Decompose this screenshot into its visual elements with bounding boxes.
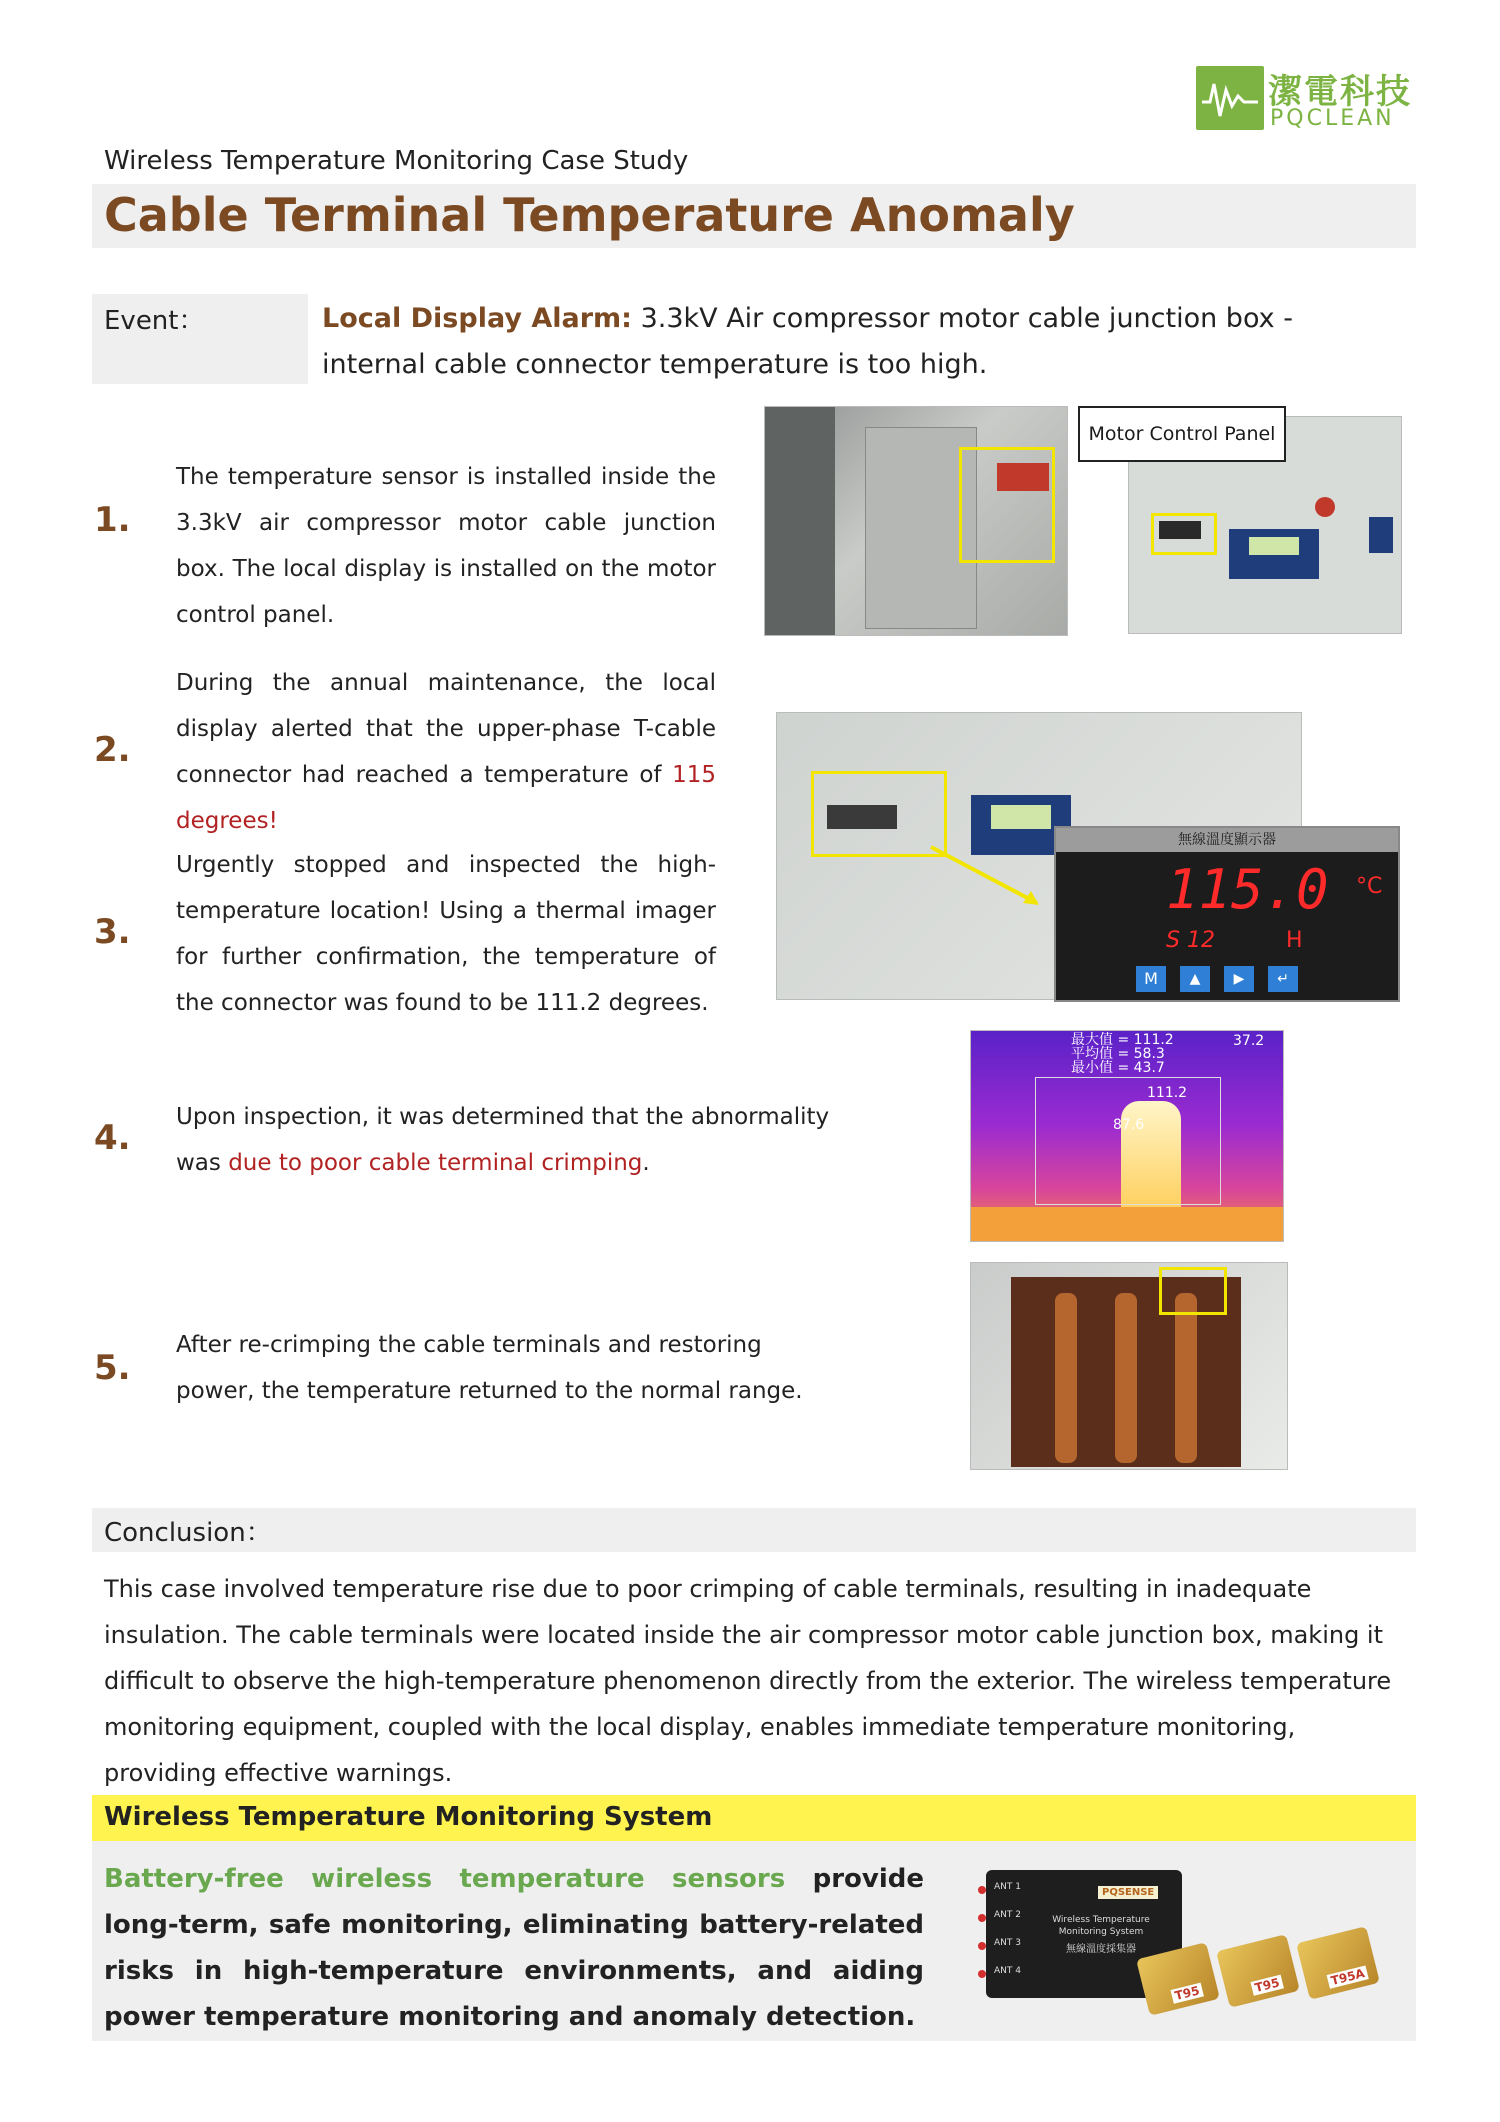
conclusion-bar [92,1508,1416,1552]
step-4-body: Upon inspection, it was determined that the abnormality was [176,1104,830,1176]
step-2-text [176,660,716,844]
thermal-roi-box [1035,1077,1221,1205]
thermal-avg: 平均值 = 58.3 [1071,1046,1165,1062]
display-sub-2: H [1286,928,1303,953]
conclusion-label: Conclusion： [104,1518,272,1548]
display-unit: °C [1356,874,1383,899]
thermal-spot-2: 87.6 [1113,1117,1145,1133]
junction-box-photo [764,406,1068,636]
display-button-enter: ↵ [1268,966,1298,992]
system-body: provide long-term, safe monitoring, eliminating battery-related risks in high-temperature environments, and aiding power temperature monitoring and anomaly detection. [104,1864,925,2032]
display-button-m: M [1136,966,1166,992]
logo-english-name: PQCLEAN [1270,106,1395,131]
antenna-label-4: ANT 4 [994,1966,1021,1976]
panel-side-label [1369,517,1393,553]
device-name: Wireless Temperature Monitoring System [1052,1915,1150,1937]
step-3-text: Urgently stopped and inspected the high-temperature location! Using a thermal imager for further confirmation, the temperature of the connector was found to be 111.2 degrees. [176,852,716,1016]
step-3-number: 3. [94,912,131,952]
thermal-spot-1: 111.2 [1147,1085,1188,1101]
event-label: Event： [104,306,205,336]
alarm-display-small [827,805,897,829]
cable-phase-3 [1175,1293,1197,1463]
step-4-number: 4. [94,1118,131,1158]
step-4-text [176,1094,846,1186]
sensor-2-label: T95 [1250,1975,1283,1996]
step-4-highlight: due to poor cable terminal crimping [228,1150,643,1176]
step-1-text: The temperature sensor is installed inside the 3.3kV air compressor motor cable junction box. The local display is installed on the motor control panel. [176,464,716,628]
cable-phase-1 [1055,1293,1077,1463]
panel-indicator-light [1315,497,1335,517]
logo-mark-icon [1196,66,1264,130]
cable-phase-2 [1115,1293,1137,1463]
conclusion-text: This case involved temperature rise due to poor crimping of cable terminals, resulting in inadequate insulation. The cable terminals were located inside the air compressor motor cable junction box, making it difficult to observe the high-temperature phenomenon directly from the exterior. The wireless temperature monitoring equipment, coupled with the local display, enables immediate temperature monitoring, providing effective warnings. [104,1575,1392,1787]
thermal-scale: 37.2 [1233,1033,1265,1049]
step-5-number: 5. [94,1348,131,1388]
zoomed-display [1054,826,1400,1002]
event-detail: 3.3kV Air compressor motor cable junction box - internal cable connector temperature is too high. [322,303,1293,380]
system-highlight: Battery-free wireless temperature sensors [104,1864,786,1894]
step-4-suffix: . [642,1150,650,1176]
step-5-text: After re-crimping the cable terminals and restoring power, the temperature returned to the normal range. [176,1332,803,1404]
event-description [322,296,1382,388]
antenna-label-1: ANT 1 [994,1882,1021,1892]
display-button-up: ▲ [1180,966,1210,992]
antenna-port-1 [978,1886,986,1894]
system-heading: Wireless Temperature Monitoring System [104,1802,713,1832]
antenna-label-3: ANT 3 [994,1938,1021,1948]
display-reading: 115.0 [1166,858,1329,921]
page-title: Cable Terminal Temperature Anomaly [104,188,1075,242]
sensor-3-label: T95A [1327,1965,1369,1988]
callout-arrow-icon [927,843,1047,913]
thermal-max: 最大值 = 111.2 [1071,1032,1174,1048]
display-header: 無線溫度顯示器 [1056,828,1398,852]
alarm-panel-controller-screen [991,805,1051,829]
alarm-prefix: Local Display Alarm: [322,303,632,334]
thermal-base [971,1207,1283,1241]
local-display-unit [1159,521,1201,539]
terminal-callout [1159,1267,1227,1315]
junction-box-left-frame [765,407,835,635]
junction-box-callout [959,447,1055,563]
cable-terminals-photo [970,1262,1288,1470]
antenna-port-2 [978,1914,986,1922]
step-2-number: 2. [94,730,131,770]
panel-controller-screen [1249,537,1299,555]
page-subtitle: Wireless Temperature Monitoring Case Study [104,146,689,176]
logo-chinese-name: 潔電科技 [1268,72,1412,112]
sensor-1-label: T95 [1170,1983,1203,2004]
display-button-right: ▶ [1224,966,1254,992]
antenna-port-3 [978,1942,986,1950]
step-2-body: During the annual maintenance, the local display alerted that the upper-phase T-cable connector had reached a temperature of [176,670,716,788]
antenna-label-2: ANT 2 [994,1910,1021,1920]
device-brand: PQSENSE [1098,1886,1158,1899]
thermal-min: 最小值 = 43.7 [1071,1060,1165,1076]
motor-control-panel-label: Motor Control Panel [1078,406,1286,462]
step-2-highlight: 115 degrees! [176,762,716,834]
display-sub-1: S 12 [1166,928,1215,953]
thermal-image [970,1030,1284,1242]
device-name-cn: 無線溫度採集器 [1066,1944,1136,1955]
antenna-port-4 [978,1970,986,1978]
step-1-number: 1. [94,500,131,540]
system-text [104,1856,924,2040]
